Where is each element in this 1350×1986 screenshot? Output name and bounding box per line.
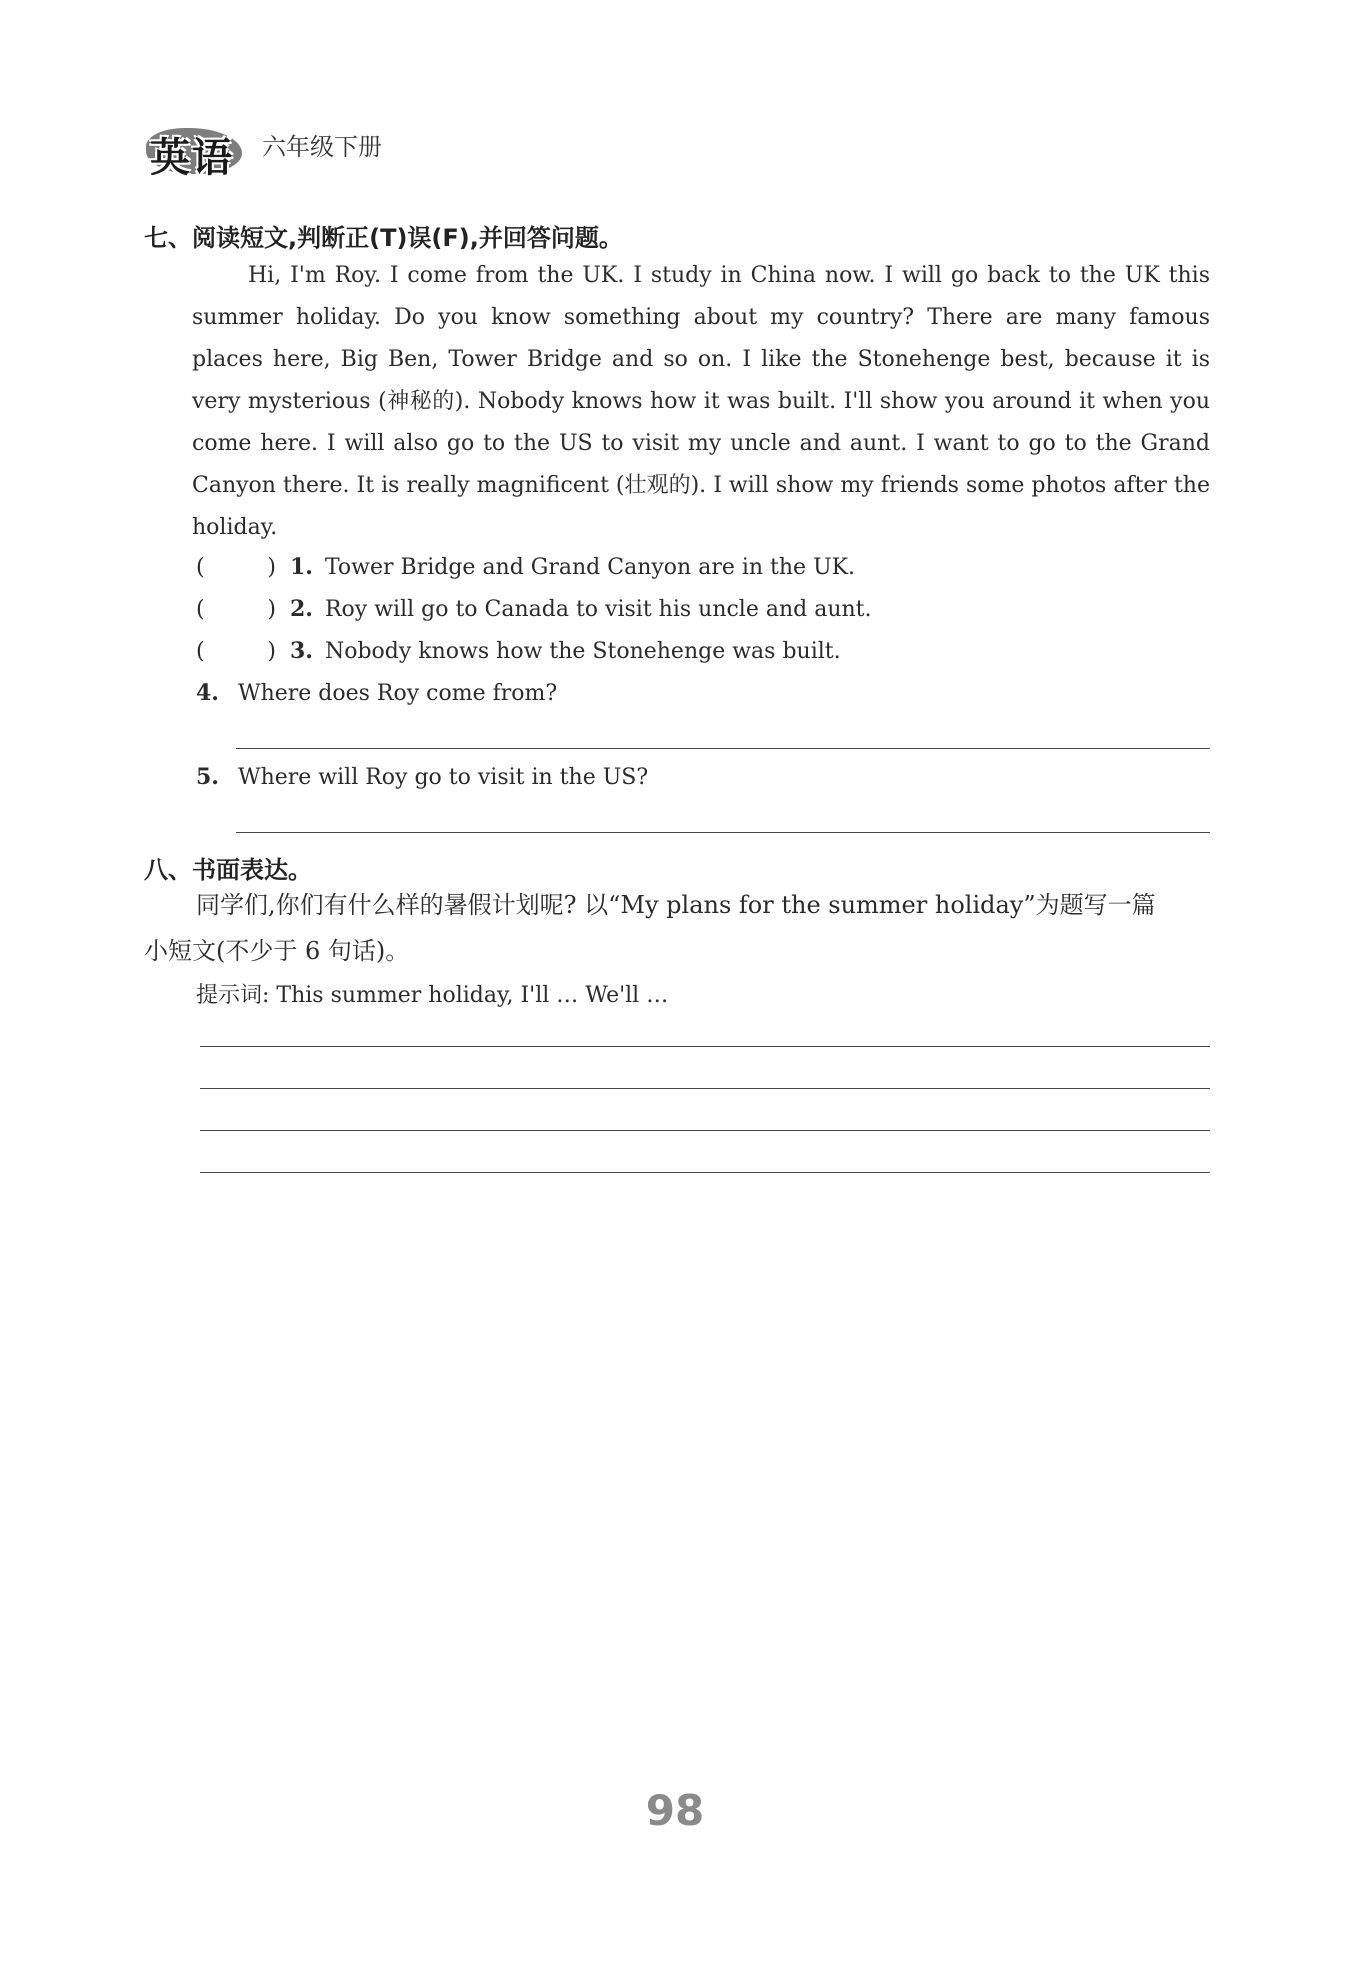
item-statement: Nobody knows how the Stonehenge was built.: [324, 639, 841, 664]
answer-parentheses[interactable]: ( ): [196, 597, 276, 622]
answer-parentheses[interactable]: ( ): [196, 555, 276, 580]
item-number: 1.: [290, 554, 313, 580]
page-header: [144, 118, 382, 181]
section-7-title: 七、阅读短文,判断正(T)误(F),并回答问题。: [144, 224, 623, 252]
writing-line-3[interactable]: [200, 1130, 1210, 1131]
item-number: 2.: [290, 596, 313, 622]
item-statement: Tower Bridge and Grand Canyon are in the UK.: [324, 555, 856, 580]
tf-item-1: [196, 554, 855, 580]
writing-prompt: [144, 882, 1210, 974]
grade-label: 六年级下册: [262, 133, 382, 161]
question-5: [196, 764, 648, 790]
prompt-line-1: 同学们,你们有什么样的暑假计划呢? 以“My plans for the summer holiday”为题写一篇: [196, 891, 1156, 919]
prompt-line-2: 小短文(不少于 6 句话)。: [144, 937, 410, 965]
hint-words: 提示词: This summer holiday, I'll … We'll …: [196, 983, 669, 1008]
page-number: 98: [645, 1786, 705, 1835]
item-statement: Roy will go to Canada to visit his uncle and aunt.: [324, 597, 872, 622]
answer-parentheses[interactable]: ( ): [196, 639, 276, 664]
question-4: [196, 680, 557, 706]
subject-title: 英语: [150, 135, 234, 181]
subject-badge: [144, 120, 244, 181]
passage-text: Hi, I'm Roy. I come from the UK. I study in China now. I will go back to the UK this summer holiday. Do you know something about my country? There are many famous places here, Big Ben, Tower Bridge and so on. I like the Stonehenge best, because it is very mysterious (神秘的). Nobody knows how it was built. I'll show you around it when you come here. I will also go to the US to visit my uncle and aunt. I want to go to the Grand Canyon there. It is really magnificent (壮观的). I will show my friends some photos after the holiday.: [192, 263, 1210, 540]
reading-passage: [192, 255, 1210, 549]
question-number: 4.: [196, 680, 219, 706]
writing-line-1[interactable]: [200, 1046, 1210, 1047]
question-number: 5.: [196, 764, 219, 790]
section-8-title: 八、书面表达。: [144, 856, 312, 884]
answer-line-q4[interactable]: [236, 748, 1210, 749]
question-text: Where does Roy come from?: [237, 681, 558, 706]
question-text: Where will Roy go to visit in the US?: [237, 765, 649, 790]
tf-item-3: [196, 638, 841, 664]
item-number: 3.: [290, 638, 313, 664]
tf-item-2: [196, 596, 872, 622]
writing-line-2[interactable]: [200, 1088, 1210, 1089]
writing-line-4[interactable]: [200, 1172, 1210, 1173]
answer-line-q5[interactable]: [236, 832, 1210, 833]
